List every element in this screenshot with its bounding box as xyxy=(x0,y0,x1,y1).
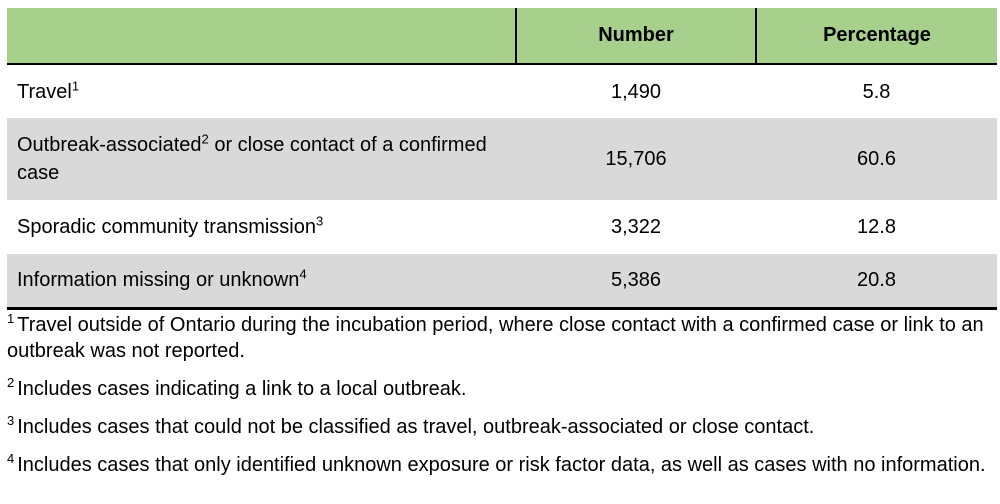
row-label xyxy=(7,200,516,254)
header-percentage: Percentage xyxy=(756,8,997,64)
table-row xyxy=(7,64,997,118)
row-percentage: 20.8 xyxy=(756,254,997,308)
table-body xyxy=(7,64,997,308)
footnotes xyxy=(7,312,995,490)
row-label xyxy=(7,64,516,118)
row-label xyxy=(7,254,516,308)
header-number: Number xyxy=(516,8,756,64)
footnote xyxy=(7,414,995,440)
table-row xyxy=(7,118,997,200)
footnote-text: Travel outside of Ontario during the incubation period, where close contact with a confirmed case or link to an outbreak was not reported. xyxy=(7,314,984,362)
footnote-text: Includes cases indicating a link to a local outbreak. xyxy=(17,378,467,400)
footnote-ref: 3 xyxy=(316,213,324,229)
footnote xyxy=(7,312,995,364)
footnote-ref: 4 xyxy=(299,266,307,282)
footnote-ref: 1 xyxy=(71,77,80,93)
row-label-text: Travel xyxy=(17,80,72,103)
table-row xyxy=(7,254,997,308)
exposure-table xyxy=(7,8,997,310)
row-number: 1,490 xyxy=(610,80,662,103)
footnote-ref: 2 xyxy=(201,131,209,147)
row-number: 15,706 xyxy=(605,148,667,170)
row-number: 5,386 xyxy=(516,254,756,308)
row-percentage: 60.6 xyxy=(857,148,896,170)
row-label xyxy=(7,118,516,200)
footnote xyxy=(7,452,995,478)
row-percentage: 5.8 xyxy=(862,80,891,103)
footnote xyxy=(7,376,995,402)
header-row xyxy=(7,8,997,64)
table-header xyxy=(7,8,997,64)
header-category xyxy=(7,8,516,64)
row-label-text: Information missing or unknown xyxy=(17,269,300,292)
footnote-marker: 4 xyxy=(7,451,15,467)
row-percentage: 12.8 xyxy=(857,216,896,238)
footnote-text: Includes cases that could not be classified as travel, outbreak-associated or close contact. xyxy=(17,416,815,438)
row-label-text: Sporadic community transmission xyxy=(17,216,316,238)
footnote-text: Includes cases that only identified unknown exposure or risk factor data, as well as cases with no information. xyxy=(17,454,986,476)
table-row xyxy=(7,200,997,254)
footnote-marker: 1 xyxy=(7,311,15,327)
row-label-rest: or close contact of a confirmed case xyxy=(17,134,487,184)
row-number: 3,322 xyxy=(610,216,662,238)
row-label-text: Outbreak-associated xyxy=(17,134,202,156)
footnote-marker: 2 xyxy=(7,375,15,391)
footnote-marker: 3 xyxy=(7,413,15,429)
